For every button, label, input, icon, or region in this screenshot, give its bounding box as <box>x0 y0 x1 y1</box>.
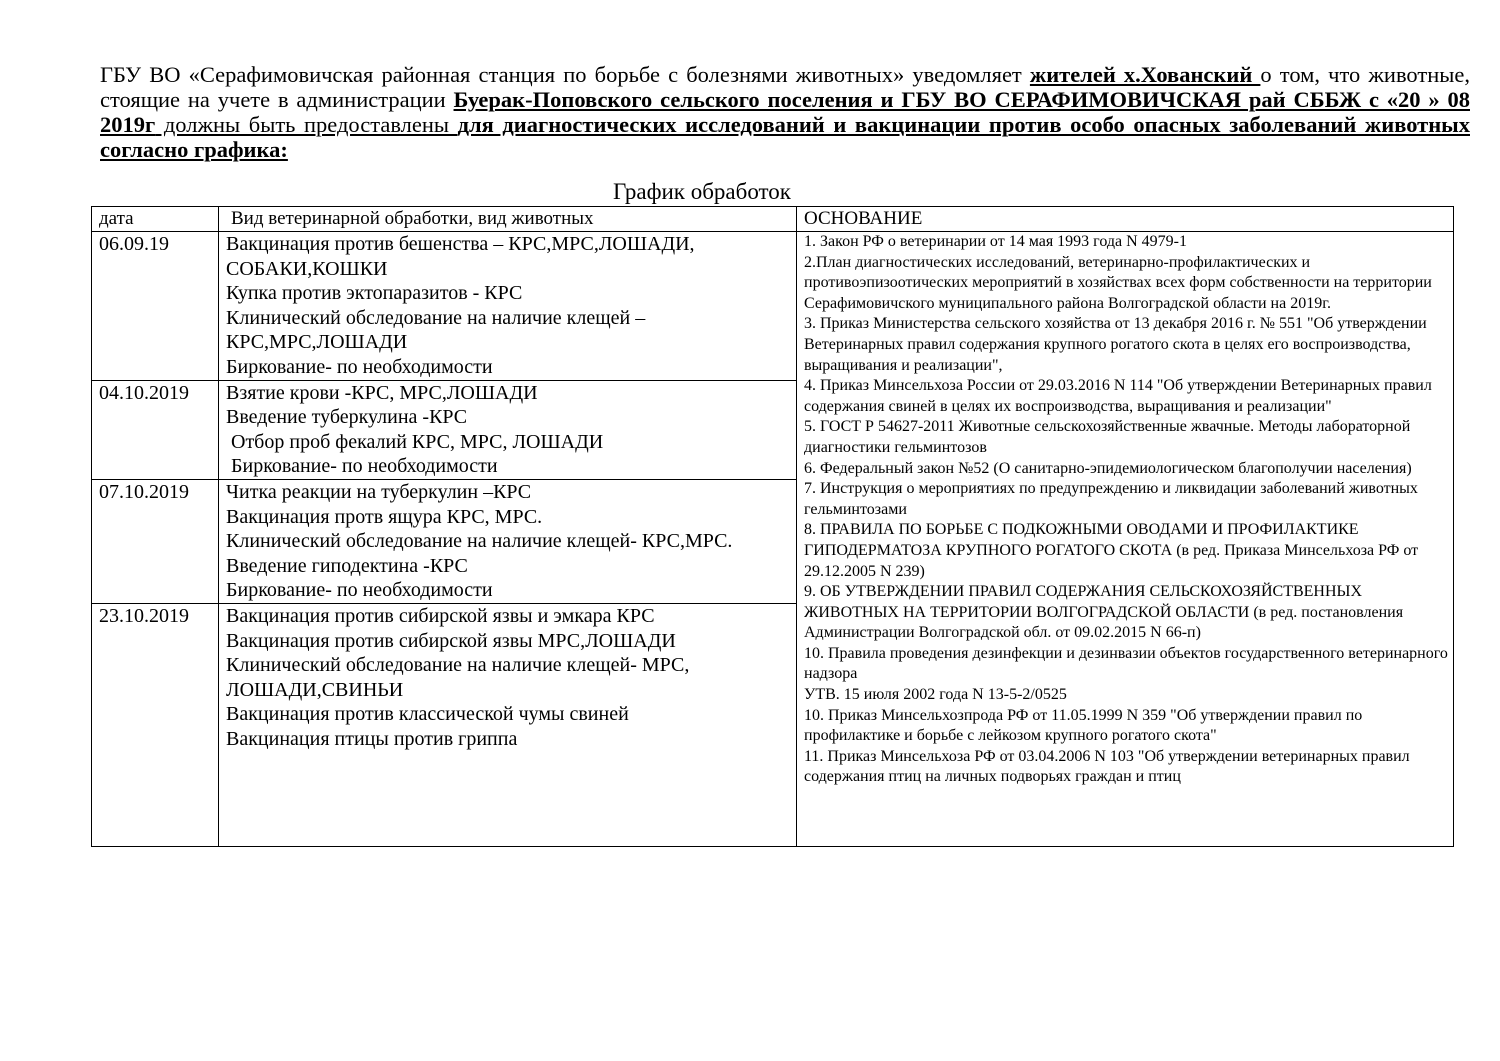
basis-item: 4. Приказ Минсельхоза России от 29.03.2016 N 114 "Об утверждении Ветеринарных правил содержания свиней в целях их воспроизводства, выращивания и реализации" <box>804 377 1432 415</box>
work-line: Биркование- по необходимости <box>226 579 493 602</box>
notice-purpose: для диагностических исследований и вакцинации против особо опасных заболеваний животных согласно графика: <box>100 112 1470 162</box>
header-basis: ОСНОВАНИЕ <box>797 207 1454 232</box>
notice-text-3: должны быть предоставлены <box>155 112 458 137</box>
basis-item: 10. Правила проведения дезинфекции и дезинвазии объектов государственного ветеринарного надзора <box>804 644 1448 683</box>
basis-item: 9. ОБ УТВЕРЖДЕНИИ ПРАВИЛ СОДЕРЖАНИЯ СЕЛЬСКОХОЗЯЙСТВЕННЫХ ЖИВОТНЫХ НА ТЕРРИТОРИИ ВОЛГОГРАДСКОЙ ОБЛАСТИ (в ред. постановления Администрации Волгоградской обл. от 09.02.2015 N 66-п) <box>804 583 1404 642</box>
notice-text-2: о том, что животные, стоящие на учете в администрации <box>100 62 1470 112</box>
basis-item: 7. Инструкция о мероприятиях по предупреждению и ликвидации заболеваний животных гельминтозами <box>804 480 1418 518</box>
header-date: дата <box>92 207 219 232</box>
basis-item: 6. Федеральный закон №52 (О санитарно-эпидемиологическом благополучии населения) <box>804 459 1412 477</box>
work-line: Читка реакции на туберкулин –КРС <box>226 480 532 503</box>
work-line: Отбор проб фекалий КРС, МРС, ЛОШАДИ <box>231 430 604 453</box>
work-line: Клинический обследование на наличие клещей- МРС, ЛОШАДИ,СВИНЬИ <box>226 654 690 701</box>
header-work: Вид ветеринарной обработки, вид животных <box>219 207 797 232</box>
basis-item: 5. ГОСТ Р 54627-2011 Животные сельскохозяйственные жвачные. Методы лабораторной диагностики гельминтозов <box>804 418 1411 456</box>
row-date: 04.10.2019 <box>92 380 219 479</box>
row-work <box>219 479 797 603</box>
table-row <box>92 232 1454 381</box>
row-date: 23.10.2019 <box>92 603 219 846</box>
basis-item: 3. Приказ Министерства сельского хозяйства от 13 декабря 2016 г. № 551 "Об утверждении Ветеринарных правил содержания крупного рогатого скота в целях его воспроизводства, выращивания и реализации", <box>804 315 1427 374</box>
basis-item: УТВ. 15 июля 2002 года N 13-5-2/0525 <box>804 686 1067 704</box>
work-line: Вакцинация против классической чумы свиней <box>226 703 629 726</box>
work-line: Взятие крови -КРС, МРС,ЛОШАДИ <box>226 381 538 404</box>
basis-item: 1. Закон РФ о ветеринарии от 14 мая 1993 года N 4979-1 <box>804 233 1187 250</box>
work-line: Биркование- по необходимости <box>231 455 498 478</box>
notice-text-1: ГБУ ВО «Серафимовичская районная станция по борьбе с болезнями животных» уведомляет <box>100 62 1030 87</box>
basis-item: 8. ПРАВИЛА ПО БОРЬБЕ С ПОДКОЖНЫМИ ОВОДАМИ И ПРОФИЛАКТИКЕ ГИПОДЕРМАТОЗА КРУПНОГО РОГАТОГО СКОТА (в ред. Приказа Минсельхоза РФ от 29.12.2005 N 239) <box>804 521 1419 580</box>
row-work <box>219 232 797 381</box>
basis-cell <box>797 232 1454 847</box>
basis-item: 11. Приказ Минсельхоза РФ от 03.04.2006 N 103 "Об утверждении ветеринарных правил содержания птиц на личных подворьях граждан и птиц <box>804 747 1410 786</box>
work-line: Вакцинация против бешенства – КРС,МРС,ЛОШАДИ, СОБАКИ,КОШКИ <box>226 233 695 280</box>
work-line: Клинический обследование на наличие клещей – КРС,МРС,ЛОШАДИ <box>226 306 646 354</box>
row-work <box>219 603 797 846</box>
work-line: Купка против эктопаразитов - КРС <box>226 282 523 305</box>
notice-settlement: Буерак-Поповского сельского поселения и ГБУ ВО СЕРАФИМОВИЧСКАЯ рай СББЖ с «20 » 08 2019г <box>100 87 1470 137</box>
basis-item: 10. Приказ Минсельхозпрода РФ от 11.05.1999 N 359 "Об утверждении правил по профилактике и борьбе с лейкозом крупного рогатого скота" <box>804 706 1363 745</box>
table-header-row <box>92 207 1454 232</box>
row-date: 06.09.19 <box>92 232 219 381</box>
row-work <box>219 380 797 479</box>
schedule-table <box>91 206 1454 847</box>
notice-paragraph <box>100 62 1470 162</box>
basis-item: 2.План диагностических исследований, ветеринарно-профилактических и противоэпизоотических мероприятий в хозяйствах всех форм собственности на территории Серафимовичского муниципального района Волгоградской области на 2019г. <box>804 253 1432 312</box>
work-line: Введение гиподектина -КРС <box>226 554 468 577</box>
work-line: Вакцинация против сибирской язвы МРС,ЛОШАДИ <box>226 629 676 652</box>
work-line: Биркование- по необходимости <box>226 355 493 378</box>
schedule-title: График обработок <box>613 179 791 204</box>
work-line: Введение туберкулина -КРС <box>226 406 468 429</box>
work-line: Клинический обследование на наличие клещей- КРС,МРС. <box>226 530 733 553</box>
work-line: Вакцинация птицы против гриппа <box>226 727 518 750</box>
notice-residents: жителей х.Хованский <box>1029 62 1261 87</box>
work-line: Вакцинация протв ящура КРС, МРС. <box>226 505 543 528</box>
work-line: Вакцинация против сибирской язвы и эмкара КРС <box>226 604 655 627</box>
row-date: 07.10.2019 <box>92 479 219 603</box>
